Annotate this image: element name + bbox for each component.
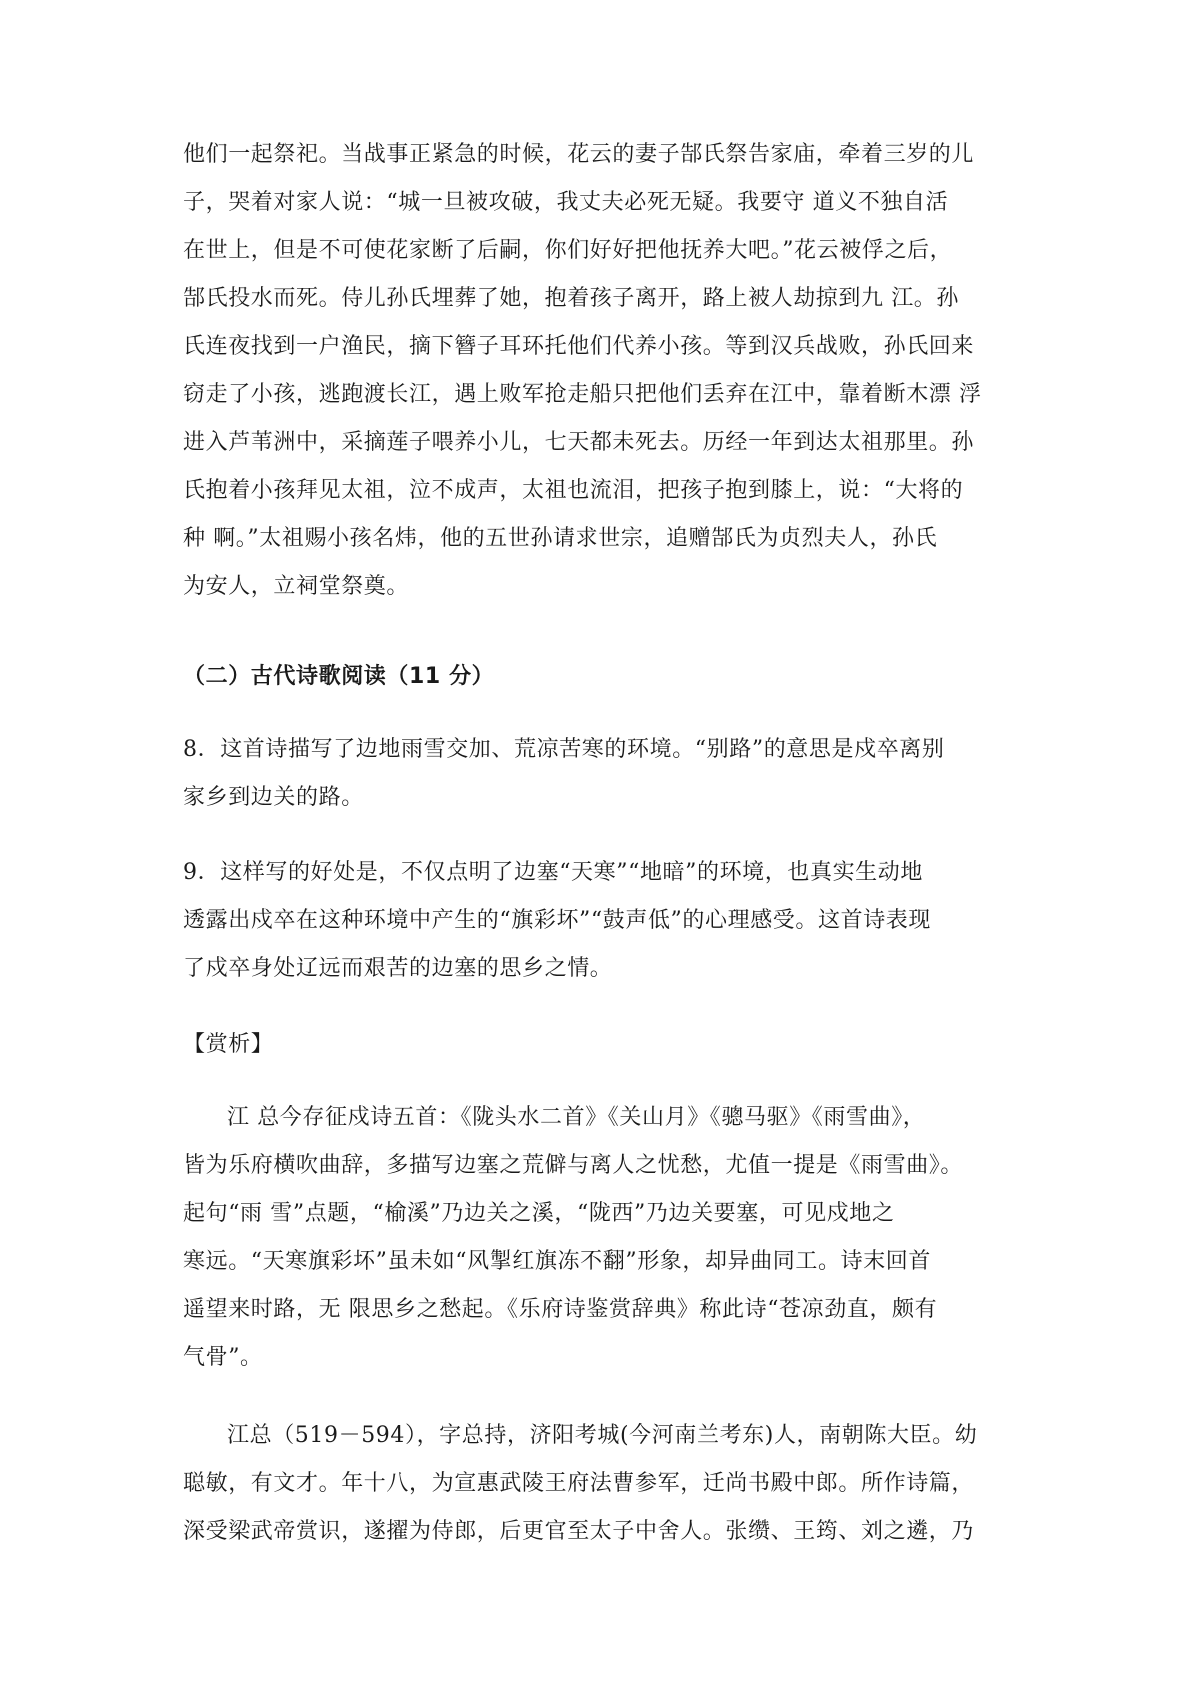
appreciation-line: 寒远。“天寒旗彩坏”虽未如“风掣红旗冻不翻”形象，却异曲同工。诗末回首: [183, 1249, 931, 1274]
answer-8-line: 8．这首诗描写了边地雨雪交加、荒凉苦寒的环境。“别路”的意思是戍卒离别: [183, 737, 945, 762]
appreciation-paragraph-1: [183, 1094, 1033, 1382]
appreciation-label-block: [183, 1021, 1033, 1069]
author-bio-line: 深受梁武帝赏识，遂擢为侍郎，后更官至太子中舍人。张缵、王筠、刘之遴，乃: [183, 1519, 975, 1544]
passage-line: 进入芦苇洲中，采摘莲子喂养小儿，七天都未死去。历经一年到达太祖那里。孙: [183, 430, 975, 455]
appreciation-line: 皆为乐府横吹曲辞，多描写边塞之荒僻与离人之忧愁，尤值一提是《雨雪曲》。: [183, 1153, 964, 1178]
answer-8-line: 家乡到边关的路。: [183, 785, 364, 810]
section-heading-block: [183, 653, 1033, 701]
passage-line: 氏连夜找到一户渔民，摘下簪子耳环托他们代养小孩。等到汉兵战败，孙氏回来: [183, 334, 975, 359]
section-heading: （二）古代诗歌阅读（11 分）: [183, 664, 495, 689]
passage-line: 为安人，立祠堂祭奠。: [183, 574, 410, 599]
appreciation-line: 江 总今存征戍诗五首：《陇头水二首》《关山月》《骢马驱》《雨雪曲》，: [227, 1105, 926, 1130]
appreciation-line: 气骨”。: [183, 1345, 263, 1370]
appreciation-line: 遥望来时路，无 限思乡之愁起。《乐府诗鉴赏辞典》称此诗“苍凉劲直，颇有: [183, 1297, 938, 1322]
appreciation-line: 起句“雨 雪”点题，“榆溪”乃边关之溪，“陇西”乃边关要塞，可见戍地之: [183, 1201, 895, 1226]
appreciation-paragraph-2: [183, 1412, 1033, 1556]
passage-line: 子，哭着对家人说：“城一旦被攻破，我丈夫必死无疑。我要守 道义不独自活: [183, 190, 949, 215]
passage-line: 在世上，但是不可使花家断了后嗣，你们好好把他抚养大吧。”花云被俘之后，: [183, 238, 953, 263]
passage-line: 窃走了小孩，逃跑渡长江，遇上败军抢走船只把他们丢弃在江中，靠着断木漂 浮: [183, 382, 982, 407]
answer-9-line: 了戍卒身处辽远而艰苦的边塞的思乡之情。: [183, 956, 613, 981]
answer-9-line: 透露出戍卒在这种环境中产生的“旗彩坏”“鼓声低”的心理感受。这首诗表现: [183, 908, 931, 933]
author-bio-line: 江总（519－594），字总持，济阳考城(今河南兰考东)人，南朝陈大臣。幼: [227, 1423, 978, 1448]
translation-passage: [183, 131, 1033, 611]
answer-9-line: 9．这样写的好处是，不仅点明了边塞“天寒”“地暗”的环境，也真实生动地: [183, 860, 923, 885]
passage-line: 他们一起祭祀。当战事正紧急的时候，花云的妻子郜氏祭告家庙，牵着三岁的儿: [183, 142, 975, 167]
appreciation-label: 【赏析】: [183, 1032, 274, 1057]
answer-8: [183, 726, 1033, 822]
answer-9: [183, 849, 1033, 993]
passage-line: 氏抱着小孩拜见太祖，泣不成声，太祖也流泪，把孩子抱到膝上，说：“大将的: [183, 478, 964, 503]
author-bio-line: 聪敏，有文才。年十八，为宣惠武陵王府法曹参军，迁尚书殿中郎。所作诗篇，: [183, 1471, 975, 1496]
passage-line: 种 啊。”太祖赐小孩名炜，他的五世孙请求世宗，追赠郜氏为贞烈夫人，孙氏: [183, 526, 938, 551]
passage-line: 郜氏投水而死。侍儿孙氏埋葬了她，抱着孩子离开，路上被人劫掠到九 江。孙: [183, 286, 959, 311]
